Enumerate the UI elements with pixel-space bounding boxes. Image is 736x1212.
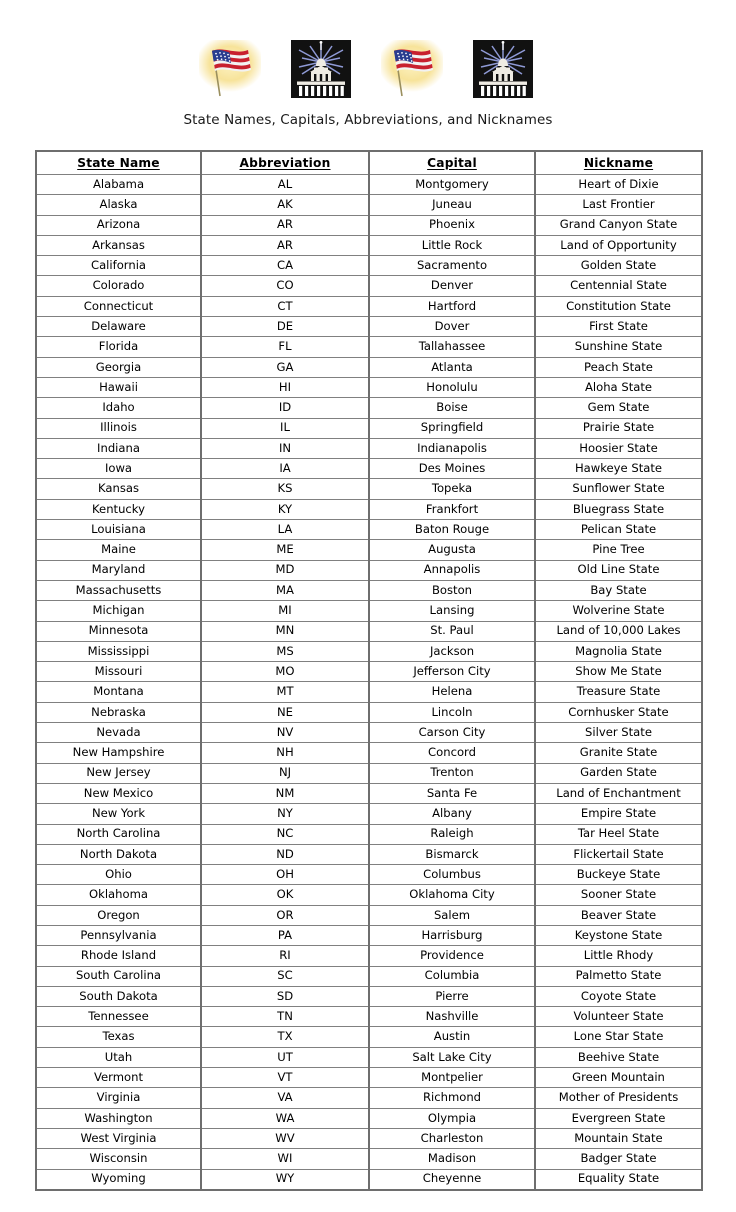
abbreviation-cell: NV [201, 723, 369, 743]
capital-cell: Atlanta [369, 357, 535, 377]
state-name-cell: South Dakota [36, 986, 201, 1006]
nickname-cell: Bluegrass State [535, 499, 702, 519]
capital-cell: Bismarck [369, 844, 535, 864]
capital-cell: Dover [369, 317, 535, 337]
abbreviation-cell: AK [201, 195, 369, 215]
table-row [36, 702, 702, 722]
abbreviation-cell: WI [201, 1149, 369, 1169]
nickname-cell: Heart of Dixie [535, 175, 702, 195]
nickname-cell: Golden State [535, 256, 702, 276]
state-name-cell: Hawaii [36, 377, 201, 397]
capital-cell: Carson City [369, 723, 535, 743]
nickname-cell: Peach State [535, 357, 702, 377]
table-row [36, 925, 702, 945]
column-header-capital-label: Capital [427, 155, 477, 170]
nickname-cell: Sunshine State [535, 337, 702, 357]
column-header-abbreviation [201, 151, 369, 175]
abbreviation-cell: AL [201, 175, 369, 195]
table-row [36, 966, 702, 986]
abbreviation-cell: MN [201, 621, 369, 641]
nickname-cell: Old Line State [535, 560, 702, 580]
nickname-cell: Mother of Presidents [535, 1088, 702, 1108]
state-name-cell: Rhode Island [36, 946, 201, 966]
column-header-capital [369, 151, 535, 175]
abbreviation-cell: OH [201, 865, 369, 885]
table-row [36, 195, 702, 215]
capital-cell: Baton Rouge [369, 520, 535, 540]
state-name-cell: South Carolina [36, 966, 201, 986]
table-row [36, 723, 702, 743]
table-row [36, 804, 702, 824]
table-row [36, 865, 702, 885]
table-row [36, 905, 702, 925]
capital-cell: Richmond [369, 1088, 535, 1108]
table-row [36, 946, 702, 966]
state-name-cell: Connecticut [36, 296, 201, 316]
nickname-cell: Aloha State [535, 377, 702, 397]
table-row [36, 1088, 702, 1108]
table-row [36, 499, 702, 519]
capital-cell: Pierre [369, 986, 535, 1006]
capital-cell: Little Rock [369, 235, 535, 255]
table-row [36, 783, 702, 803]
capital-cell: Lincoln [369, 702, 535, 722]
abbreviation-cell: TX [201, 1027, 369, 1047]
table-row [36, 986, 702, 1006]
abbreviation-cell: MT [201, 682, 369, 702]
nickname-cell: Land of Opportunity [535, 235, 702, 255]
table-row [36, 682, 702, 702]
capital-cell: Des Moines [369, 459, 535, 479]
capital-cell: Helena [369, 682, 535, 702]
state-name-cell: Louisiana [36, 520, 201, 540]
nickname-cell: Last Frontier [535, 195, 702, 215]
capital-cell: Augusta [369, 540, 535, 560]
nickname-cell: Pine Tree [535, 540, 702, 560]
nickname-cell: Little Rhody [535, 946, 702, 966]
abbreviation-cell: MS [201, 641, 369, 661]
capital-cell: Oklahoma City [369, 885, 535, 905]
state-name-cell: Idaho [36, 398, 201, 418]
capital-cell: Montgomery [369, 175, 535, 195]
state-name-cell: Maryland [36, 560, 201, 580]
nickname-cell: Land of 10,000 Lakes [535, 621, 702, 641]
nickname-cell: Sunflower State [535, 479, 702, 499]
state-name-cell: California [36, 256, 201, 276]
state-name-cell: Maine [36, 540, 201, 560]
state-name-cell: Nevada [36, 723, 201, 743]
nickname-cell: Coyote State [535, 986, 702, 1006]
state-name-cell: Tennessee [36, 1007, 201, 1027]
capital-cell: Jackson [369, 641, 535, 661]
capital-cell: Madison [369, 1149, 535, 1169]
abbreviation-cell: NM [201, 783, 369, 803]
nickname-cell: Flickertail State [535, 844, 702, 864]
state-name-cell: North Carolina [36, 824, 201, 844]
column-header-state-name-label: State Name [77, 155, 160, 170]
state-name-cell: Arizona [36, 215, 201, 235]
capital-cell: Austin [369, 1027, 535, 1047]
state-name-cell: Missouri [36, 662, 201, 682]
table-row [36, 540, 702, 560]
abbreviation-cell: PA [201, 925, 369, 945]
abbreviation-cell: GA [201, 357, 369, 377]
abbreviation-cell: MO [201, 662, 369, 682]
capital-cell: Santa Fe [369, 783, 535, 803]
table-row [36, 580, 702, 600]
abbreviation-cell: AR [201, 215, 369, 235]
capital-cell: Boston [369, 580, 535, 600]
abbreviation-cell: TN [201, 1007, 369, 1027]
state-name-cell: Alabama [36, 175, 201, 195]
capital-cell: Salt Lake City [369, 1047, 535, 1067]
nickname-cell: Prairie State [535, 418, 702, 438]
capital-cell: Cheyenne [369, 1169, 535, 1190]
table-row [36, 1068, 702, 1088]
nickname-cell: Hawkeye State [535, 459, 702, 479]
state-name-cell: Nebraska [36, 702, 201, 722]
abbreviation-cell: MA [201, 580, 369, 600]
nickname-cell: Garden State [535, 763, 702, 783]
capital-cell: Tallahassee [369, 337, 535, 357]
abbreviation-cell: ID [201, 398, 369, 418]
capital-cell: Topeka [369, 479, 535, 499]
table-row [36, 1149, 702, 1169]
state-name-cell: North Dakota [36, 844, 201, 864]
table-row [36, 256, 702, 276]
abbreviation-cell: IA [201, 459, 369, 479]
capital-cell: Annapolis [369, 560, 535, 580]
nickname-cell: Mountain State [535, 1128, 702, 1148]
nickname-cell: Equality State [535, 1169, 702, 1190]
abbreviation-cell: WV [201, 1128, 369, 1148]
capital-cell: Olympia [369, 1108, 535, 1128]
capital-cell: Jefferson City [369, 662, 535, 682]
state-name-cell: Minnesota [36, 621, 201, 641]
abbreviation-cell: SD [201, 986, 369, 1006]
state-name-cell: Wisconsin [36, 1149, 201, 1169]
state-name-cell: Vermont [36, 1068, 201, 1088]
nickname-cell: Volunteer State [535, 1007, 702, 1027]
nickname-cell: Keystone State [535, 925, 702, 945]
abbreviation-cell: KY [201, 499, 369, 519]
table-row [36, 844, 702, 864]
table-row [36, 601, 702, 621]
abbreviation-cell: NJ [201, 763, 369, 783]
capital-cell: Indianapolis [369, 438, 535, 458]
state-name-cell: Alaska [36, 195, 201, 215]
abbreviation-cell: CT [201, 296, 369, 316]
nickname-cell: Empire State [535, 804, 702, 824]
capital-cell: Sacramento [369, 256, 535, 276]
abbreviation-cell: SC [201, 966, 369, 986]
abbreviation-cell: MD [201, 560, 369, 580]
usa-flag-icon [379, 33, 445, 105]
abbreviation-cell: IL [201, 418, 369, 438]
table-body [36, 175, 702, 1190]
usa-flag-icon [197, 33, 263, 105]
table-row [36, 215, 702, 235]
state-name-cell: Colorado [36, 276, 201, 296]
capital-cell: Denver [369, 276, 535, 296]
table-row [36, 438, 702, 458]
capital-cell: Springfield [369, 418, 535, 438]
state-name-cell: Florida [36, 337, 201, 357]
nickname-cell: Evergreen State [535, 1108, 702, 1128]
nickname-cell: Beaver State [535, 905, 702, 925]
nickname-cell: Wolverine State [535, 601, 702, 621]
state-name-cell: Ohio [36, 865, 201, 885]
capital-cell: Salem [369, 905, 535, 925]
table-header [36, 151, 702, 175]
abbreviation-cell: NE [201, 702, 369, 722]
table-row [36, 520, 702, 540]
nickname-cell: Lone Star State [535, 1027, 702, 1047]
state-name-cell: Iowa [36, 459, 201, 479]
table-row [36, 824, 702, 844]
state-name-cell: New Mexico [36, 783, 201, 803]
abbreviation-cell: LA [201, 520, 369, 540]
capitol-building-icon [285, 33, 357, 105]
abbreviation-cell: VT [201, 1068, 369, 1088]
nickname-cell: Beehive State [535, 1047, 702, 1067]
state-name-cell: Oregon [36, 905, 201, 925]
capital-cell: Trenton [369, 763, 535, 783]
nickname-cell: Magnolia State [535, 641, 702, 661]
state-name-cell: Wyoming [36, 1169, 201, 1190]
abbreviation-cell: DE [201, 317, 369, 337]
table-row [36, 1047, 702, 1067]
state-name-cell: New Hampshire [36, 743, 201, 763]
capital-cell: Hartford [369, 296, 535, 316]
nickname-cell: Sooner State [535, 885, 702, 905]
state-name-cell: New Jersey [36, 763, 201, 783]
capital-cell: Columbia [369, 966, 535, 986]
capital-cell: Montpelier [369, 1068, 535, 1088]
table-header-row [36, 151, 702, 175]
state-name-cell: Kentucky [36, 499, 201, 519]
states-table-container [35, 150, 701, 1191]
capital-cell: Harrisburg [369, 925, 535, 945]
abbreviation-cell: NH [201, 743, 369, 763]
state-name-cell: Delaware [36, 317, 201, 337]
abbreviation-cell: IN [201, 438, 369, 458]
state-name-cell: Georgia [36, 357, 201, 377]
nickname-cell: Buckeye State [535, 865, 702, 885]
capitol-building-icon [467, 33, 539, 105]
nickname-cell: Grand Canyon State [535, 215, 702, 235]
abbreviation-cell: AR [201, 235, 369, 255]
state-name-cell: New York [36, 804, 201, 824]
capital-cell: Juneau [369, 195, 535, 215]
table-row [36, 459, 702, 479]
table-row [36, 377, 702, 397]
nickname-cell: Show Me State [535, 662, 702, 682]
table-row [36, 641, 702, 661]
state-name-cell: Michigan [36, 601, 201, 621]
abbreviation-cell: NC [201, 824, 369, 844]
abbreviation-cell: FL [201, 337, 369, 357]
table-row [36, 1007, 702, 1027]
capital-cell: Phoenix [369, 215, 535, 235]
state-name-cell: Massachusetts [36, 580, 201, 600]
column-header-nickname [535, 151, 702, 175]
column-header-state-name [36, 151, 201, 175]
table-row [36, 885, 702, 905]
capital-cell: Columbus [369, 865, 535, 885]
table-row [36, 621, 702, 641]
table-row [36, 357, 702, 377]
state-name-cell: West Virginia [36, 1128, 201, 1148]
capital-cell: Charleston [369, 1128, 535, 1148]
nickname-cell: Land of Enchantment [535, 783, 702, 803]
abbreviation-cell: RI [201, 946, 369, 966]
nickname-cell: First State [535, 317, 702, 337]
table-row [36, 560, 702, 580]
state-name-cell: Oklahoma [36, 885, 201, 905]
table-row [36, 1169, 702, 1190]
table-row [36, 743, 702, 763]
capital-cell: St. Paul [369, 621, 535, 641]
abbreviation-cell: CA [201, 256, 369, 276]
abbreviation-cell: CO [201, 276, 369, 296]
table-row [36, 418, 702, 438]
table-row [36, 1128, 702, 1148]
table-row [36, 276, 702, 296]
capital-cell: Frankfort [369, 499, 535, 519]
nickname-cell: Green Mountain [535, 1068, 702, 1088]
nickname-cell: Badger State [535, 1149, 702, 1169]
table-row [36, 662, 702, 682]
abbreviation-cell: KS [201, 479, 369, 499]
state-name-cell: Utah [36, 1047, 201, 1067]
nickname-cell: Tar Heel State [535, 824, 702, 844]
abbreviation-cell: OR [201, 905, 369, 925]
header-icon-strip [0, 33, 736, 105]
nickname-cell: Cornhusker State [535, 702, 702, 722]
table-row [36, 479, 702, 499]
nickname-cell: Treasure State [535, 682, 702, 702]
nickname-cell: Gem State [535, 398, 702, 418]
nickname-cell: Granite State [535, 743, 702, 763]
capital-cell: Concord [369, 743, 535, 763]
abbreviation-cell: VA [201, 1088, 369, 1108]
capital-cell: Providence [369, 946, 535, 966]
nickname-cell: Centennial State [535, 276, 702, 296]
table-row [36, 337, 702, 357]
nickname-cell: Palmetto State [535, 966, 702, 986]
state-name-cell: Texas [36, 1027, 201, 1047]
state-name-cell: Kansas [36, 479, 201, 499]
abbreviation-cell: MI [201, 601, 369, 621]
state-name-cell: Washington [36, 1108, 201, 1128]
nickname-cell: Hoosier State [535, 438, 702, 458]
abbreviation-cell: NY [201, 804, 369, 824]
states-table [35, 150, 703, 1191]
capital-cell: Lansing [369, 601, 535, 621]
table-row [36, 317, 702, 337]
abbreviation-cell: OK [201, 885, 369, 905]
capital-cell: Raleigh [369, 824, 535, 844]
table-row [36, 763, 702, 783]
abbreviation-cell: HI [201, 377, 369, 397]
capital-cell: Honolulu [369, 377, 535, 397]
capital-cell: Boise [369, 398, 535, 418]
state-name-cell: Pennsylvania [36, 925, 201, 945]
nickname-cell: Bay State [535, 580, 702, 600]
state-name-cell: Montana [36, 682, 201, 702]
abbreviation-cell: WY [201, 1169, 369, 1190]
table-row [36, 296, 702, 316]
nickname-cell: Silver State [535, 723, 702, 743]
column-header-abbreviation-label: Abbreviation [239, 155, 331, 170]
table-row [36, 175, 702, 195]
abbreviation-cell: ME [201, 540, 369, 560]
state-name-cell: Arkansas [36, 235, 201, 255]
abbreviation-cell: UT [201, 1047, 369, 1067]
state-name-cell: Illinois [36, 418, 201, 438]
page-title: State Names, Capitals, Abbreviations, and Nicknames [183, 112, 553, 128]
capital-cell: Albany [369, 804, 535, 824]
column-header-nickname-label: Nickname [583, 155, 654, 170]
table-row [36, 1027, 702, 1047]
abbreviation-cell: WA [201, 1108, 369, 1128]
state-name-cell: Mississippi [36, 641, 201, 661]
nickname-cell: Pelican State [535, 520, 702, 540]
table-row [36, 398, 702, 418]
table-row [36, 1108, 702, 1128]
state-name-cell: Indiana [36, 438, 201, 458]
capital-cell: Nashville [369, 1007, 535, 1027]
nickname-cell: Constitution State [535, 296, 702, 316]
abbreviation-cell: ND [201, 844, 369, 864]
state-name-cell: Virginia [36, 1088, 201, 1108]
table-row [36, 235, 702, 255]
